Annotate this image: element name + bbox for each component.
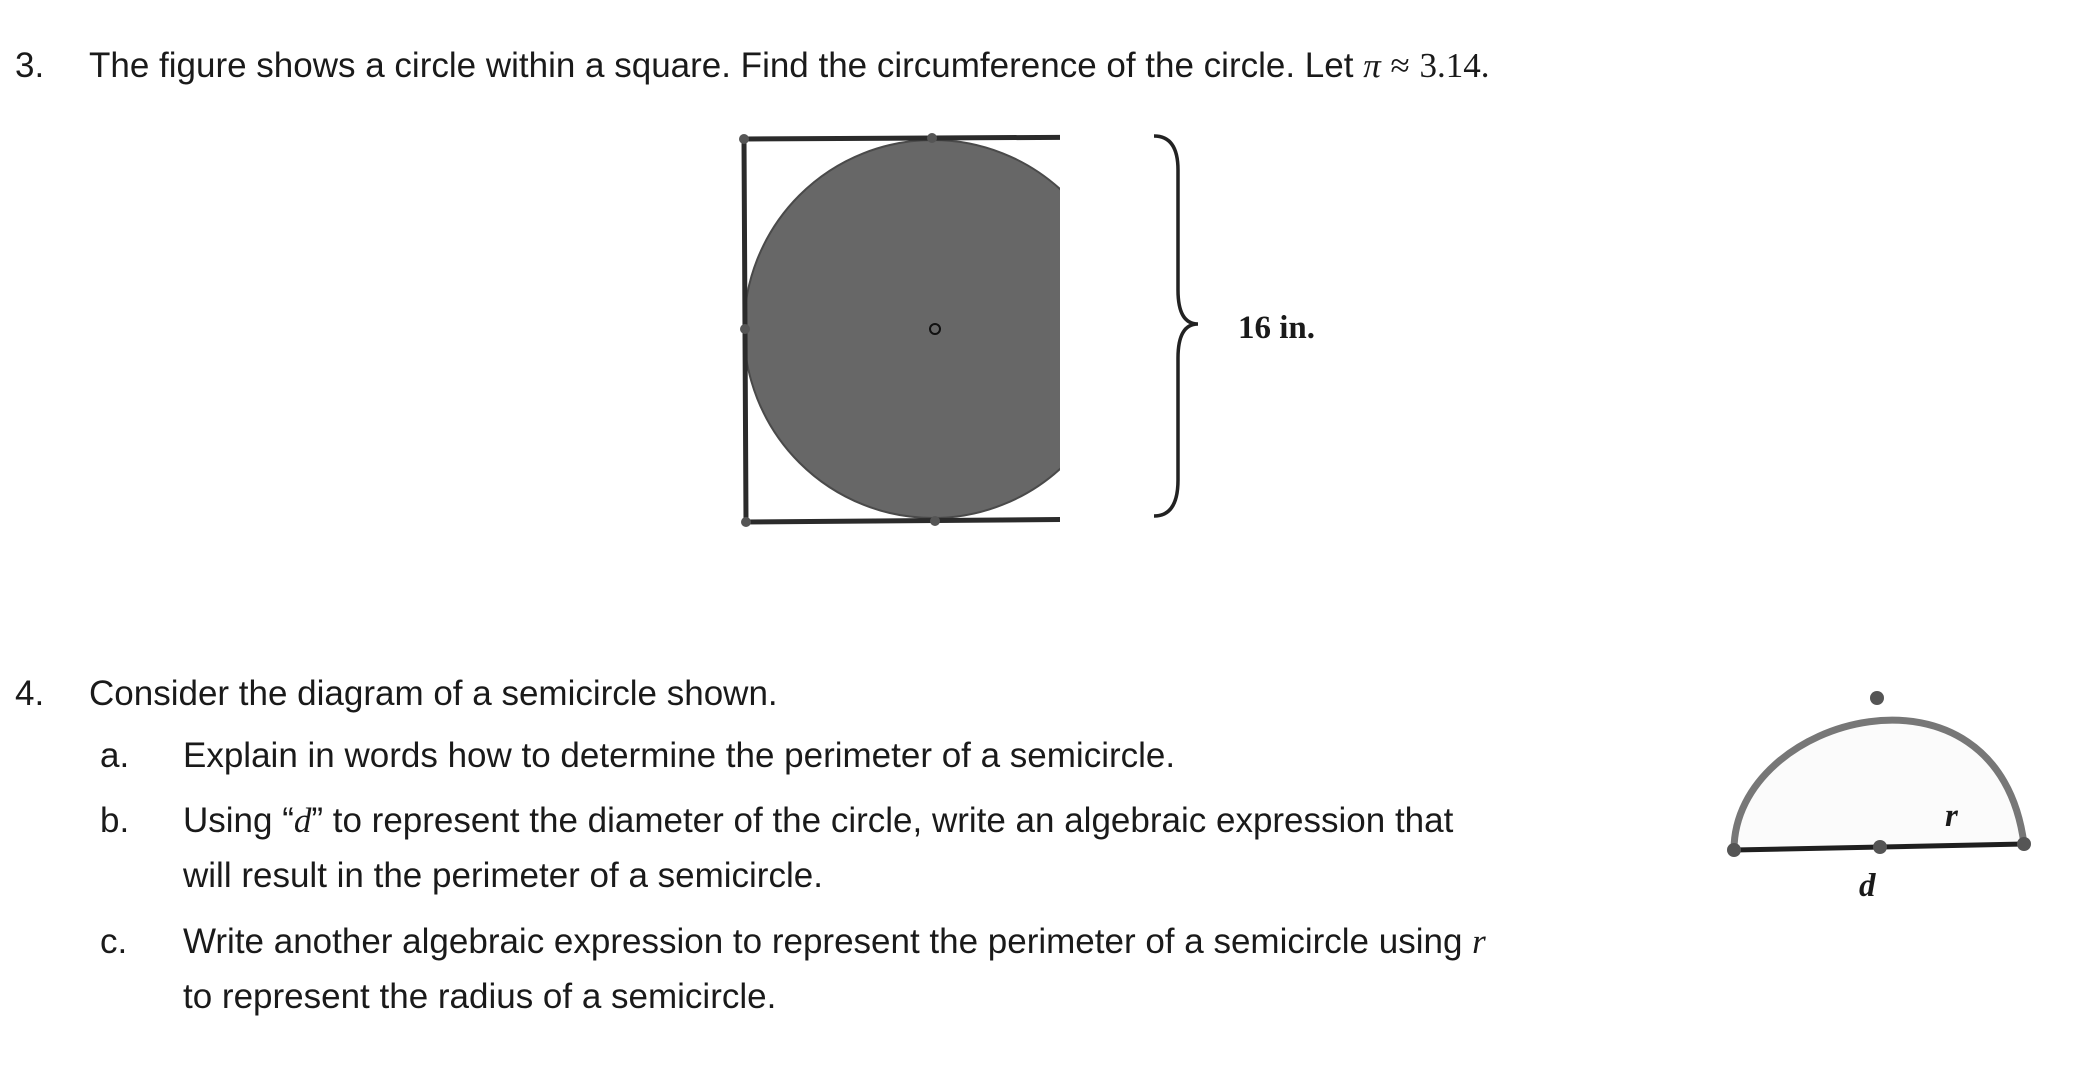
vertex-point [741,517,751,527]
q3-text: The figure shows a circle within a square. Find the circumference of the circle. Let [89,46,1354,85]
part-a-letter: a. [100,736,130,775]
semicircle-figure [1720,680,2040,880]
vertex-point [739,134,749,144]
center-point [930,324,940,334]
part-b-post: ” to represent the diameter of the circle, write an algebraic expression that [311,801,1454,840]
part-b-pre: Using “ [183,801,294,840]
pi-symbol: π [1363,46,1381,85]
left-endpoint [1727,843,1741,857]
inscribed-circle [744,140,1060,518]
part-c-line2: to represent the radius of a semicircle. [183,977,777,1016]
arc-top-point [1870,691,1884,705]
circle-in-square-figure [720,125,1060,535]
q4-question: Consider the diagram of a semicircle shown. [89,674,778,713]
side-length-label: 16 in. [1238,310,1316,346]
radius-label: r [1945,798,1958,834]
q3-number: 3. [15,46,45,85]
var-r: r [1472,922,1486,961]
part-b-letter: b. [100,801,130,840]
part-b-line1 [183,800,1453,842]
q4-number: 4. [15,674,45,713]
var-d: d [293,801,312,840]
brace [1150,130,1200,525]
diameter-label: d [1859,868,1876,904]
q3-question [89,45,1489,87]
part-b-line2: will result in the perimeter of a semicircle. [183,856,823,895]
right-endpoint [2017,837,2031,851]
part-a-text: Explain in words how to determine the perimeter of a semicircle. [183,736,1176,775]
semicircle-arc [1734,720,2024,850]
vertex-point [930,516,940,526]
center-point [1873,840,1887,854]
pi-value: 3.14. [1419,46,1490,85]
part-c-line1 [183,921,1486,963]
vertex-point [927,133,937,143]
part-c-pre: Write another algebraic expression to represent the perimeter of a semicircle using [183,922,1463,961]
approx-symbol: ≈ [1390,46,1410,85]
part-c-letter: c. [100,922,128,961]
vertex-point [740,324,750,334]
